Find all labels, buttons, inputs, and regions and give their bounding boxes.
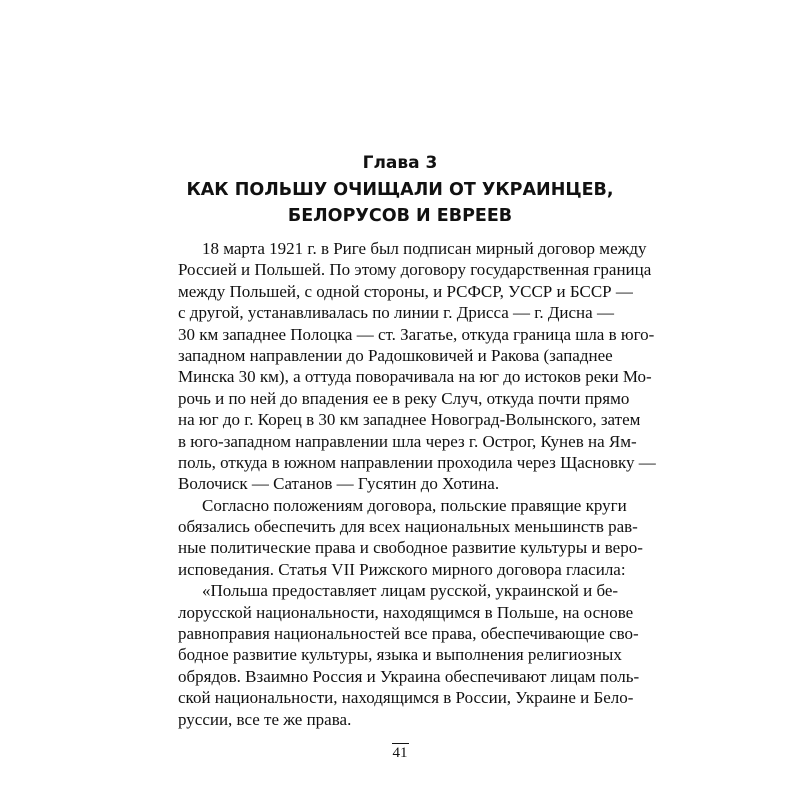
text-line: между Польшей, с одной стороны, и РСФСР, УССР и БССР —	[178, 281, 633, 301]
paragraph	[178, 238, 656, 495]
chapter-title-line: КАК ПОЛЬШУ ОЧИЩАЛИ ОТ УКРАИНЦЕВ,	[186, 180, 614, 200]
text-line: ные политические права и свободное развитие культуры и веро-	[178, 538, 643, 558]
text-line: лорусской национальности, находящимся в Польше, на основе	[178, 602, 634, 622]
text-line: ской национальности, находящимся в России, Украине и Бело-	[178, 688, 634, 708]
text-line: исповедания. Статья VII Рижского мирного договора гласила:	[178, 559, 626, 579]
text-line: руссии, все те же права.	[178, 709, 352, 729]
text-line: равноправия национальностей все права, обеспечивающие сво-	[178, 624, 639, 644]
page-number-text: 41	[392, 745, 408, 761]
text-line: бодное развитие культуры, языка и выполнения религиозных	[178, 645, 622, 665]
text-line: в юго-западном направлении шла через г. Острог, Кунев на Ям-	[178, 431, 637, 451]
body-text	[178, 238, 656, 730]
chapter-label: Глава 3	[362, 153, 438, 173]
text-line: 30 км западнее Полоцка — ст. Загатье, откуда граница шла в юго-	[178, 324, 655, 344]
paragraph	[178, 580, 640, 730]
chapter-title	[0, 177, 800, 229]
text-line: 18 марта 1921 г. в Риге был подписан мирный договор между	[202, 239, 647, 258]
chapter-title-line: БЕЛОРУСОВ И ЕВРЕЕВ	[287, 206, 513, 226]
paragraph	[178, 495, 643, 581]
text-line: Россией и Польшей. По этому договору государственная граница	[178, 260, 652, 280]
text-line: с другой, устанавливалась по линии г. Дрисса — г. Дисна —	[178, 303, 614, 323]
text-line: Минска 30 км), а оттуда поворачивала на юг до истоков реки Мо-	[178, 367, 652, 387]
page-number	[0, 743, 800, 762]
text-line: на юг до г. Корец в 30 км западнее Новоград-Волынского, затем	[178, 410, 641, 430]
text-line: обрядов. Взаимно Россия и Украина обеспечивают лицам поль-	[178, 666, 640, 686]
text-line: обязались обеспечить для всех национальных меньшинств рав-	[178, 517, 638, 537]
text-line: поль, откуда в южном направлении проходила через Щасновку —	[178, 452, 656, 472]
text-line: Согласно положениям договора, польские правящие круги	[202, 495, 627, 515]
text-line: рочь и по ней до впадения ее в реку Случ, откуда почти прямо	[178, 388, 630, 408]
text-line: Волочиск — Сатанов — Гусятин до Хотина.	[178, 474, 500, 494]
text-line: западном направлении до Радошковичей и Ракова (западнее	[178, 345, 613, 365]
text-line: «Польша предоставляет лицам русской, украинской и бе-	[202, 581, 619, 601]
